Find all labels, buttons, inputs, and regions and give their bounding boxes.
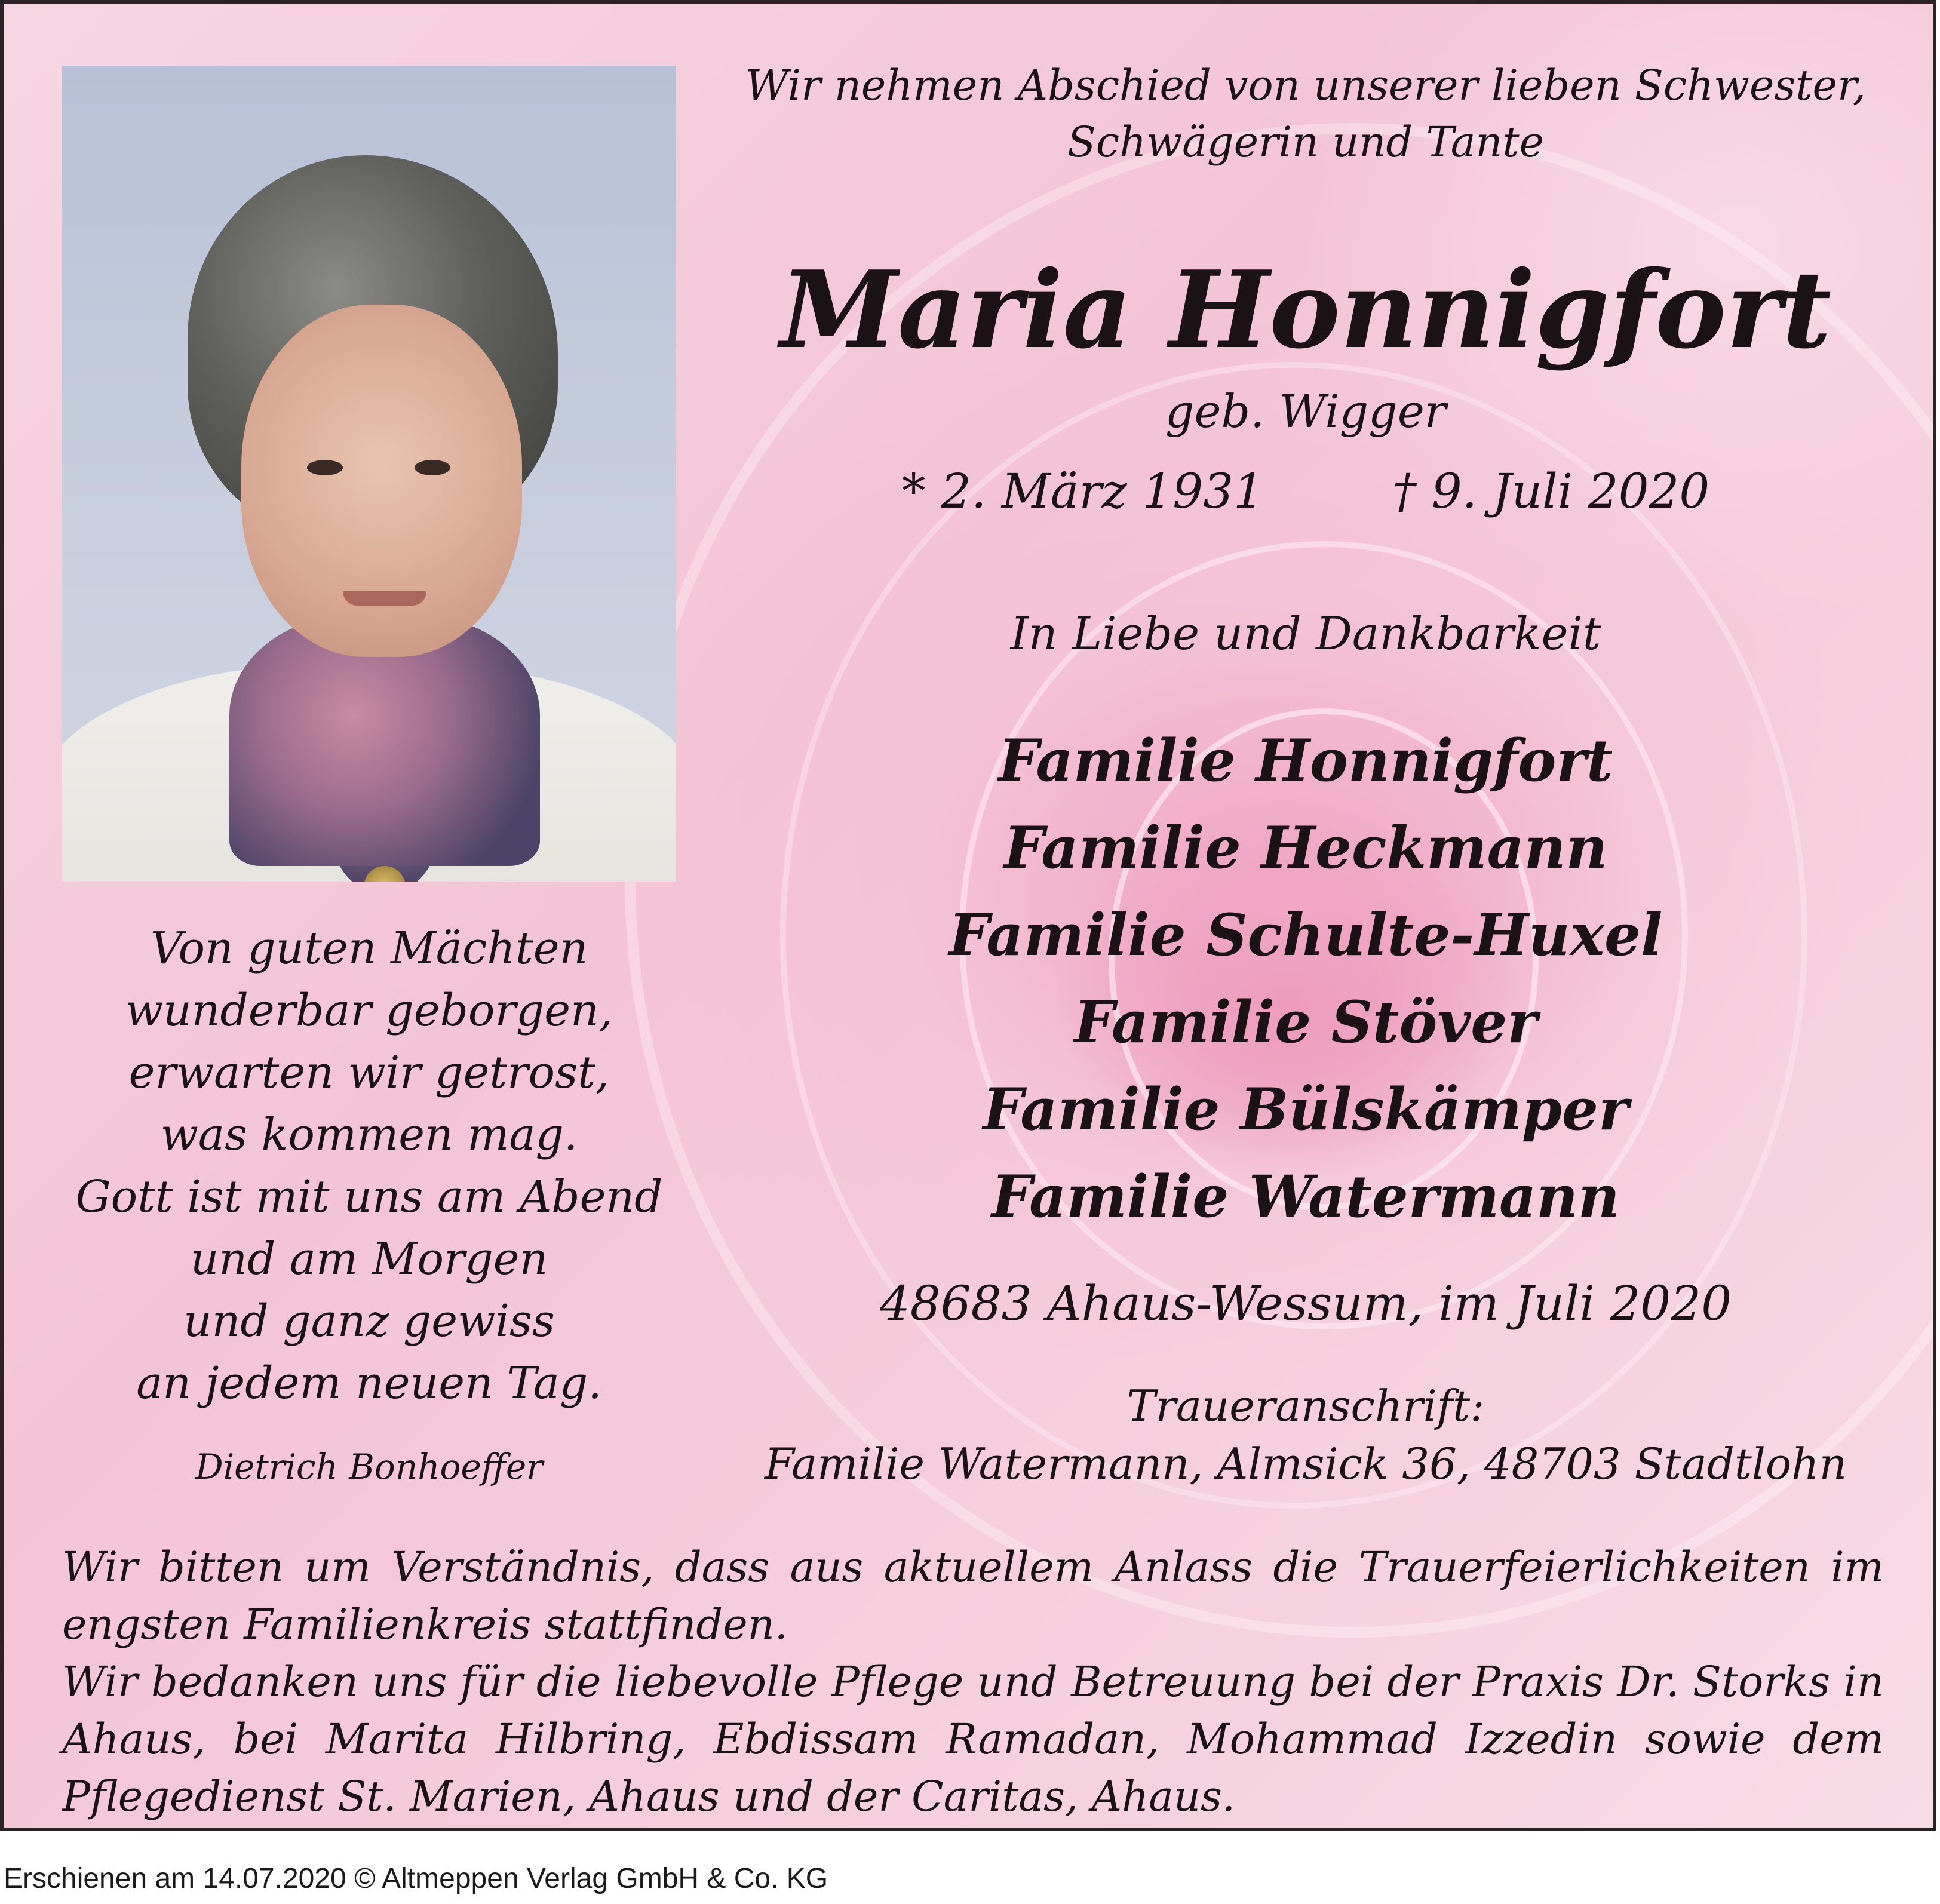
family-name: Familie Stöver: [1074, 988, 1537, 1056]
thanks-line: In Liebe und Dankbarkeit: [1010, 607, 1601, 660]
poem-line: und ganz gewiss: [183, 1295, 555, 1347]
portrait-eye: [307, 460, 343, 475]
poem-line: und am Morgen: [190, 1233, 548, 1285]
poem: [62, 917, 676, 1414]
publication-credit: Erschienen am 14.07.2020 © Altmeppen Verlag GmbH & Co. KG: [4, 1863, 828, 1894]
poem-line: wunderbar geborgen,: [125, 985, 613, 1036]
family-name: Familie Schulte-Huxel: [948, 901, 1663, 969]
closing-paragraph: Wir bitten um Verständnis, dass aus aktuellem Anlass die Trauerfeierlichkeiten im engsten Familienkreis stattfinden.: [62, 1543, 1884, 1649]
birth-date: * 2. März 1931: [901, 463, 1264, 519]
closing-text: [62, 1538, 1884, 1825]
families-list: [708, 717, 1903, 1240]
portrait-photo: [62, 66, 676, 882]
address-label: Traueranschrift:: [1126, 1381, 1485, 1431]
life-dates: [708, 463, 1903, 519]
poem-line: was kommen mag.: [160, 1109, 578, 1160]
poem-line: Gott ist mit uns am Abend: [75, 1171, 663, 1223]
closing-paragraph: Wir bedanken uns für die liebevolle Pflege und Betreuung bei der Praxis Dr. Storks in Ahaus, bei Marita Hilbring, Ebdissam Ramadan, Mohammad Izzedin sowie dem Pflegedienst St. Marien, Ahaus und der Caritas, Ahaus.: [62, 1657, 1884, 1821]
portrait-mouth: [343, 591, 426, 606]
mourning-address: [708, 1377, 1903, 1493]
poem-line: Von guten Mächten: [150, 923, 588, 974]
death-date: † 9. Juli 2020: [1392, 463, 1710, 519]
place-date: 48683 Ahaus-Wessum, im Juli 2020: [879, 1276, 1732, 1331]
poem-line: erwarten wir getrost,: [128, 1047, 610, 1098]
intro-line: Schwägerin und Tante: [1067, 117, 1545, 167]
intro-line: Wir nehmen Abschied von unserer lieben Schwester,: [745, 61, 1866, 110]
portrait-eye: [415, 460, 450, 475]
family-name: Familie Heckmann: [1003, 814, 1608, 882]
family-name: Familie Watermann: [992, 1163, 1620, 1230]
poem-line: an jedem neuen Tag.: [136, 1358, 602, 1409]
deceased-name: Maria Honnigfort: [779, 247, 1832, 372]
family-name: Familie Honnigfort: [998, 727, 1613, 794]
intro-text: [708, 57, 1903, 170]
family-name: Familie Bülskämper: [983, 1076, 1629, 1143]
address-text: Familie Watermann, Almsick 36, 48703 Stadtlohn: [765, 1439, 1847, 1490]
birth-name: geb. Wigger: [1165, 385, 1447, 438]
poem-author: Dietrich Bonhoeffer: [195, 1447, 543, 1487]
